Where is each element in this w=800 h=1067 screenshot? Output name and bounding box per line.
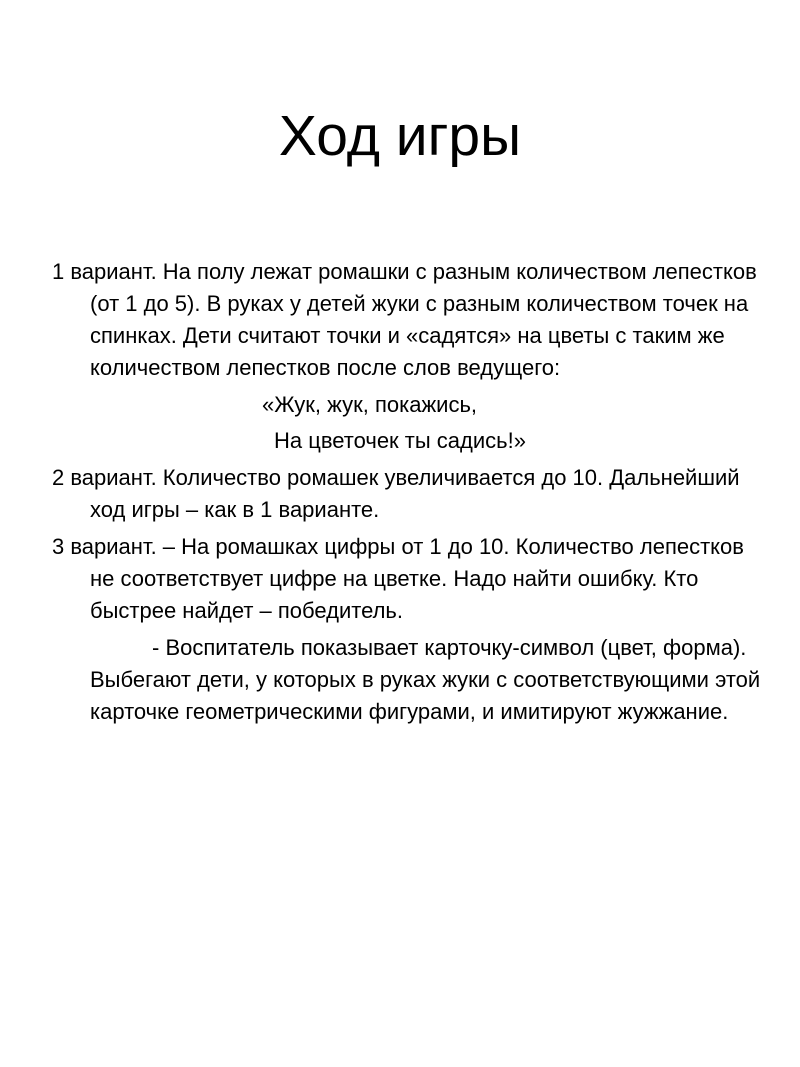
poem-line-2: На цветочек ты садись!» bbox=[274, 428, 526, 453]
educator-paragraph bbox=[52, 632, 762, 728]
poem-line-1: «Жук, жук, покажись, bbox=[262, 392, 478, 417]
variant-3-paragraph: 3 вариант. – На ромашках цифры от 1 до 10. Количество лепестков не соответствует цифре на цветке. Надо найти ошибку. Кто быстрее найдет – победитель. bbox=[52, 534, 744, 623]
educator-text: - Воспитатель показывает карточку-символ (цвет, форма). Выбегают дети, у которых в руках жуки с соответствующими этой карточке геометрическими фигурами, и имитируют жужжание. bbox=[90, 635, 761, 724]
variant-2-paragraph: 2 вариант. Количество ромашек увеличивается до 10. Дальнейший ход игры – как в 1 варианте. bbox=[52, 465, 740, 522]
slide-title: Ход игры bbox=[278, 104, 522, 168]
variant-1-paragraph: 1 вариант. На полу лежат ромашки с разным количеством лепестков (от 1 до 5). В руках у детей жуки с разным количеством точек на спинках. Дети считают точки и «садятся» на цветы с таким же количеством лепестков после слов ведущего: bbox=[52, 259, 757, 380]
slide-body bbox=[52, 256, 762, 728]
